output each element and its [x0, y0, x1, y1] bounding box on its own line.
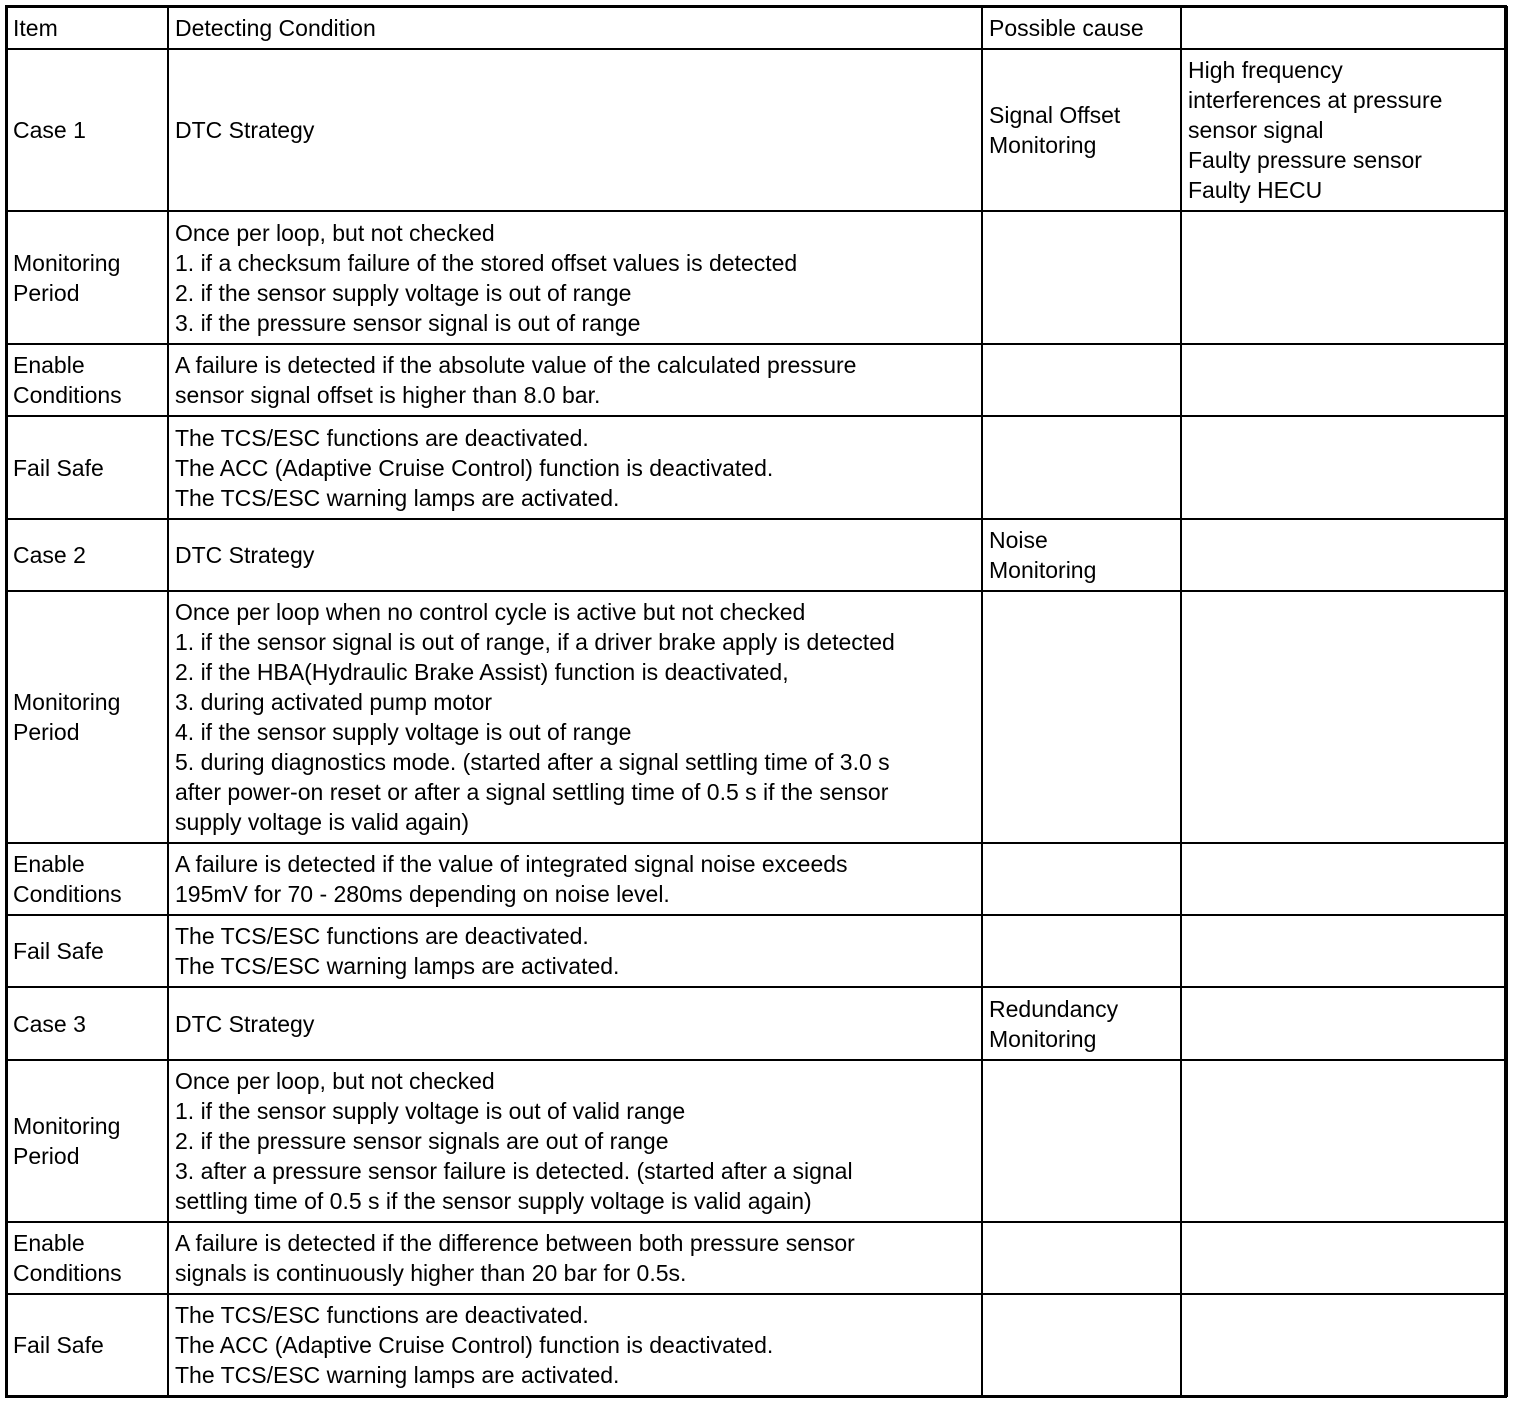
condition-cell	[168, 915, 982, 987]
extra-cause-cell	[1181, 591, 1507, 843]
condition-cell	[168, 1060, 982, 1222]
table-row	[7, 344, 1507, 416]
cell-text-line: Conditions	[13, 1260, 122, 1286]
table-row	[7, 843, 1507, 915]
header-detecting-condition: Detecting Condition	[168, 7, 982, 49]
cell-text-line: Signal Offset	[989, 102, 1121, 128]
condition-cell	[168, 591, 982, 843]
cell-text-line: interferences at pressure	[1188, 87, 1443, 113]
cell-text-line: A failure is detected if the absolute value of the calculated pressure	[175, 352, 857, 378]
item-cell	[7, 49, 168, 211]
item-cell	[7, 1222, 168, 1294]
cell-text-line: settling time of 0.5 s if the sensor supply voltage is valid again)	[175, 1188, 812, 1214]
possible-cause-cell	[982, 211, 1181, 344]
cell-text-line: 3. after a pressure sensor failure is detected. (started after a signal	[175, 1158, 853, 1184]
possible-cause-cell	[982, 1060, 1181, 1222]
cell-text-line: Case 3	[13, 1010, 86, 1037]
cell-text-line: Fail Safe	[13, 938, 104, 964]
cell-text-line: Fail Safe	[13, 454, 104, 481]
cell-text-line: 4. if the sensor supply voltage is out of range	[175, 719, 632, 745]
cell-text-line: Period	[13, 1143, 80, 1169]
cell-text-line: The TCS/ESC functions are deactivated.	[175, 1302, 589, 1328]
table-row	[7, 416, 1507, 519]
extra-cause-cell	[1181, 519, 1507, 591]
cell-text-line: The TCS/ESC warning lamps are activated.	[175, 953, 620, 979]
table-row	[7, 915, 1507, 987]
possible-cause-cell	[982, 843, 1181, 915]
extra-cause-cell	[1181, 1222, 1507, 1294]
cell-text-line: Monitoring	[13, 249, 121, 276]
cell-text-line: after power-on reset or after a signal settling time of 0.5 s if the sensor	[175, 779, 889, 805]
extra-cause-cell	[1181, 1294, 1507, 1396]
cell-text-line: Case 1	[13, 117, 86, 143]
condition-cell	[168, 416, 982, 519]
item-cell	[7, 1060, 168, 1222]
table-row	[7, 591, 1507, 843]
cell-text-line: High frequency	[1188, 57, 1343, 83]
condition-cell	[168, 344, 982, 416]
cell-text-line: 2. if the HBA(Hydraulic Brake Assist) function is deactivated,	[175, 659, 789, 685]
cell-text-line: 2. if the pressure sensor signals are out of range	[175, 1128, 669, 1154]
cell-text-line: Noise	[989, 527, 1048, 553]
table-row	[7, 1060, 1507, 1222]
table-row	[7, 519, 1507, 591]
cell-text-line: Monitoring	[13, 689, 121, 715]
cell-text-line: Monitoring	[989, 1025, 1097, 1052]
item-cell	[7, 843, 168, 915]
cell-text-line: A failure is detected if the difference between both pressure sensor	[175, 1230, 855, 1256]
item-cell	[7, 915, 168, 987]
table-row	[7, 211, 1507, 344]
cell-text-line: Once per loop, but not checked	[175, 219, 495, 246]
cell-text-line: Fail Safe	[13, 1332, 104, 1358]
cell-text-line: Enable	[13, 851, 85, 877]
item-cell	[7, 519, 168, 591]
cell-text-line: 1. if a checksum failure of the stored offset values is detected	[175, 249, 798, 276]
cell-text-line: 3. if the pressure sensor signal is out of range	[175, 309, 641, 336]
table-body	[7, 49, 1507, 1396]
table-row	[7, 1222, 1507, 1294]
possible-cause-cell	[982, 344, 1181, 416]
extra-cause-cell	[1181, 843, 1507, 915]
condition-cell	[168, 987, 982, 1060]
cell-text-line: 1. if the sensor supply voltage is out of valid range	[175, 1098, 686, 1124]
extra-cause-cell	[1181, 49, 1507, 211]
cell-text-line: Enable	[13, 352, 85, 378]
condition-cell	[168, 49, 982, 211]
possible-cause-cell	[982, 987, 1181, 1060]
extra-cause-cell	[1181, 987, 1507, 1060]
possible-cause-cell	[982, 1222, 1181, 1294]
cell-text-line: Enable	[13, 1230, 85, 1256]
item-cell	[7, 591, 168, 843]
cell-text-line: Once per loop, but not checked	[175, 1068, 495, 1094]
cell-text-line: 1. if the sensor signal is out of range, if a driver brake apply is detected	[175, 629, 895, 655]
cell-text-line: DTC Strategy	[175, 117, 315, 143]
possible-cause-cell	[982, 915, 1181, 987]
extra-cause-cell	[1181, 915, 1507, 987]
header-row	[7, 7, 1507, 49]
cell-text-line: Redundancy	[989, 995, 1119, 1022]
cell-text-line: The ACC (Adaptive Cruise Control) function is deactivated.	[175, 454, 774, 481]
cell-text-line: Monitoring	[13, 1113, 121, 1139]
condition-cell	[168, 1222, 982, 1294]
cell-text-line: Monitoring	[989, 557, 1097, 583]
condition-cell	[168, 519, 982, 591]
cell-text-line: Case 2	[13, 542, 86, 568]
cell-text-line: signals is continuously higher than 20 bar for 0.5s.	[175, 1260, 687, 1286]
header-possible-cause: Possible cause	[982, 7, 1181, 49]
condition-cell	[168, 211, 982, 344]
cell-text-line: Period	[13, 279, 80, 306]
extra-cause-cell	[1181, 1060, 1507, 1222]
cell-text-line: Faulty pressure sensor	[1188, 147, 1422, 173]
header-item: Item	[7, 7, 168, 49]
cell-text-line: 195mV for 70 - 280ms depending on noise level.	[175, 881, 670, 907]
dtc-table	[6, 6, 1508, 1397]
table-row	[7, 987, 1507, 1060]
cell-text-line: The TCS/ESC functions are deactivated.	[175, 424, 589, 451]
cell-text-line: DTC Strategy	[175, 1010, 315, 1037]
cell-text-line: DTC Strategy	[175, 542, 315, 568]
possible-cause-cell	[982, 1294, 1181, 1396]
condition-cell	[168, 843, 982, 915]
cell-text-line: A failure is detected if the value of integrated signal noise exceeds	[175, 851, 848, 877]
possible-cause-cell	[982, 416, 1181, 519]
cell-text-line: The TCS/ESC warning lamps are activated.	[175, 1362, 620, 1388]
cell-text-line: 2. if the sensor supply voltage is out of range	[175, 279, 632, 306]
extra-cause-cell	[1181, 416, 1507, 519]
cell-text-line: Once per loop when no control cycle is active but not checked	[175, 599, 806, 625]
possible-cause-cell	[982, 591, 1181, 843]
cell-text-line: The ACC (Adaptive Cruise Control) function is deactivated.	[175, 1332, 774, 1358]
table-row	[7, 49, 1507, 211]
item-cell	[7, 1294, 168, 1396]
condition-cell	[168, 1294, 982, 1396]
item-cell	[7, 987, 168, 1060]
header-extra	[1181, 7, 1507, 49]
cell-text-line: Faulty HECU	[1188, 177, 1323, 203]
cell-text-line: Monitoring	[989, 132, 1097, 158]
cell-text-line: Period	[13, 719, 80, 745]
cell-text-line: The TCS/ESC warning lamps are activated.	[175, 484, 620, 511]
cell-text-line: sensor signal	[1188, 117, 1324, 143]
item-cell	[7, 344, 168, 416]
cell-text-line: Conditions	[13, 881, 122, 907]
cell-text-line: supply voltage is valid again)	[175, 809, 470, 835]
table-row	[7, 1294, 1507, 1396]
cell-text-line: sensor signal offset is higher than 8.0 bar.	[175, 382, 601, 408]
possible-cause-cell	[982, 519, 1181, 591]
possible-cause-cell	[982, 49, 1181, 211]
cell-text-line: Conditions	[13, 382, 122, 408]
cell-text-line: 5. during diagnostics mode. (started after a signal settling time of 3.0 s	[175, 749, 890, 775]
item-cell	[7, 211, 168, 344]
cell-text-line: The TCS/ESC functions are deactivated.	[175, 923, 589, 949]
extra-cause-cell	[1181, 344, 1507, 416]
cell-text-line: 3. during activated pump motor	[175, 689, 493, 715]
item-cell	[7, 416, 168, 519]
extra-cause-cell	[1181, 211, 1507, 344]
